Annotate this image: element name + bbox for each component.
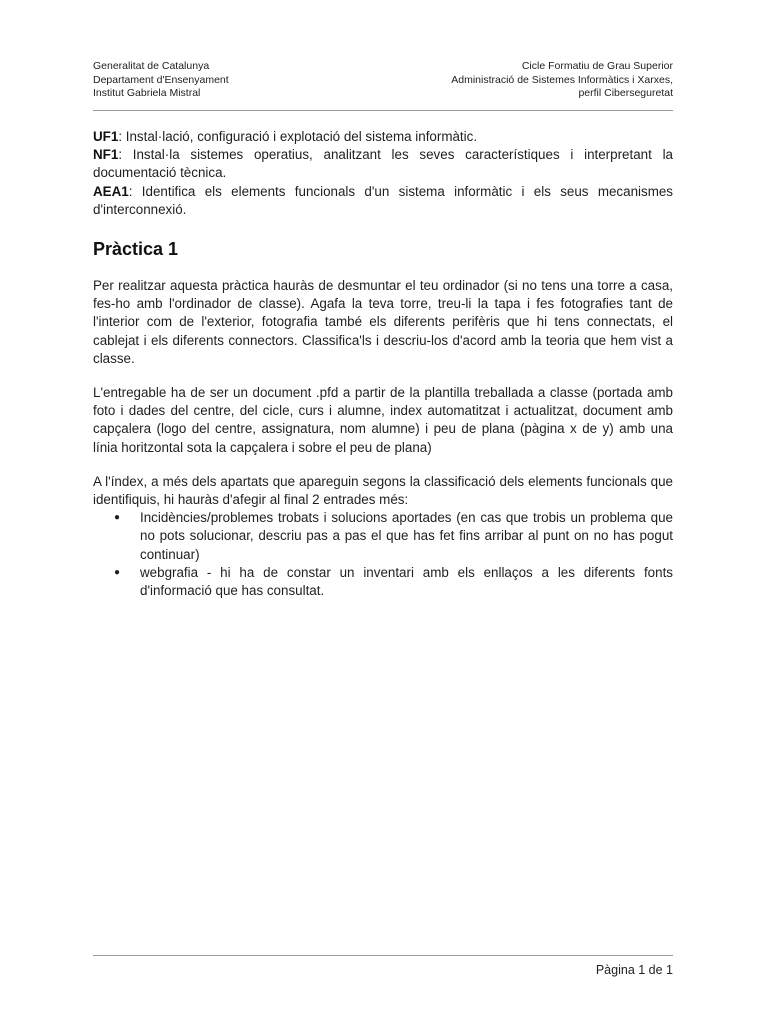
paragraph-index: A l'índex, a més dels apartats que apareguin segons la classificació dels elements funcionals que identifiquis, hi hauràs d'afegir al final 2 entrades més: <box>93 473 673 508</box>
header-divider <box>93 110 673 111</box>
paragraph-deliverable: L'entregable ha de ser un document .pfd a partir de la plantilla treballada a classe (portada amb foto i dades del centre, del cicle, curs i alumne, index automatitzat i actualitzat, document amb capçalera (logo del centre, assignatura, nom alumne) i peu de plana (pàgina x de y) amb una línia horitzontal sota la capçalera i sobre el peu de plana) <box>93 385 673 455</box>
header-left-line-2: Departament d'Ensenyament <box>93 73 229 86</box>
list-item-text: webgrafia - hi ha de constar un inventari amb els enllaços a les diferents fonts d'informació que has consultat. <box>140 564 673 599</box>
header-left-line-1: Generalitat de Catalunya <box>93 60 210 72</box>
bullet-icon: ● <box>114 512 121 524</box>
nf1-text: : Instal·la sistemes operatius, analitzant les seves característiques i interpretant la documentació tècnica. <box>93 147 673 181</box>
nf1-label: NF1 <box>93 147 119 163</box>
aea1-line <box>93 183 673 219</box>
curriculum-block <box>93 128 673 219</box>
uf1-line <box>93 128 673 146</box>
uf1-text: : Instal·lació, configuració i explotació del sistema informàtic. <box>118 129 478 144</box>
list-item <box>93 564 673 600</box>
header-right-line-2: Administració de Sistemes Informàtics i Xarxes, <box>451 73 673 86</box>
header-left-line-3: Institut Gabriela Mistral <box>93 87 201 99</box>
list-item <box>93 509 673 564</box>
nf1-line <box>93 146 673 182</box>
document-body <box>93 128 673 600</box>
aea1-label: AEA1 <box>93 183 129 199</box>
aea1-text: : Identifica els elements funcionals d'un sistema informàtic i els seus mecanismes d'interconnexió. <box>93 183 673 217</box>
header-institution <box>93 60 229 101</box>
practice-title: Pràctica 1 <box>93 239 179 260</box>
list-item-text: Incidències/problemes trobats i solucions aportades (en cas que trobis un problema que no pots solucionar, descriu pas a pas el que has fet fins arribar al punt on no has pogut continuar) <box>140 510 673 562</box>
header-right-line-3: perfil Ciberseguretat <box>578 87 673 99</box>
uf1-label: UF1 <box>93 129 119 144</box>
paragraph-instructions: Per realitzar aquesta pràctica hauràs de desmuntar el teu ordinador (si no tens una torre a casa, fes-ho amb l'ordinador de classe). Agafa la teva torre, treu-li la tapa i fes fotografies tant de l'interior com de l'exterior, fotografia també els diferents perifèris que hi tens connectats, el cablejat i els diferents connectors. Classifica'ls i descriu-los d'acord amb la teoria que hem vist a classe. <box>93 278 673 366</box>
index-entries-list <box>93 509 673 600</box>
header-course <box>451 60 673 101</box>
footer-divider <box>93 955 673 956</box>
page-number: Pàgina 1 de 1 <box>595 963 673 977</box>
bullet-icon: ● <box>114 566 121 578</box>
header-right-line-1: Cicle Formatiu de Grau Superior <box>521 60 673 72</box>
